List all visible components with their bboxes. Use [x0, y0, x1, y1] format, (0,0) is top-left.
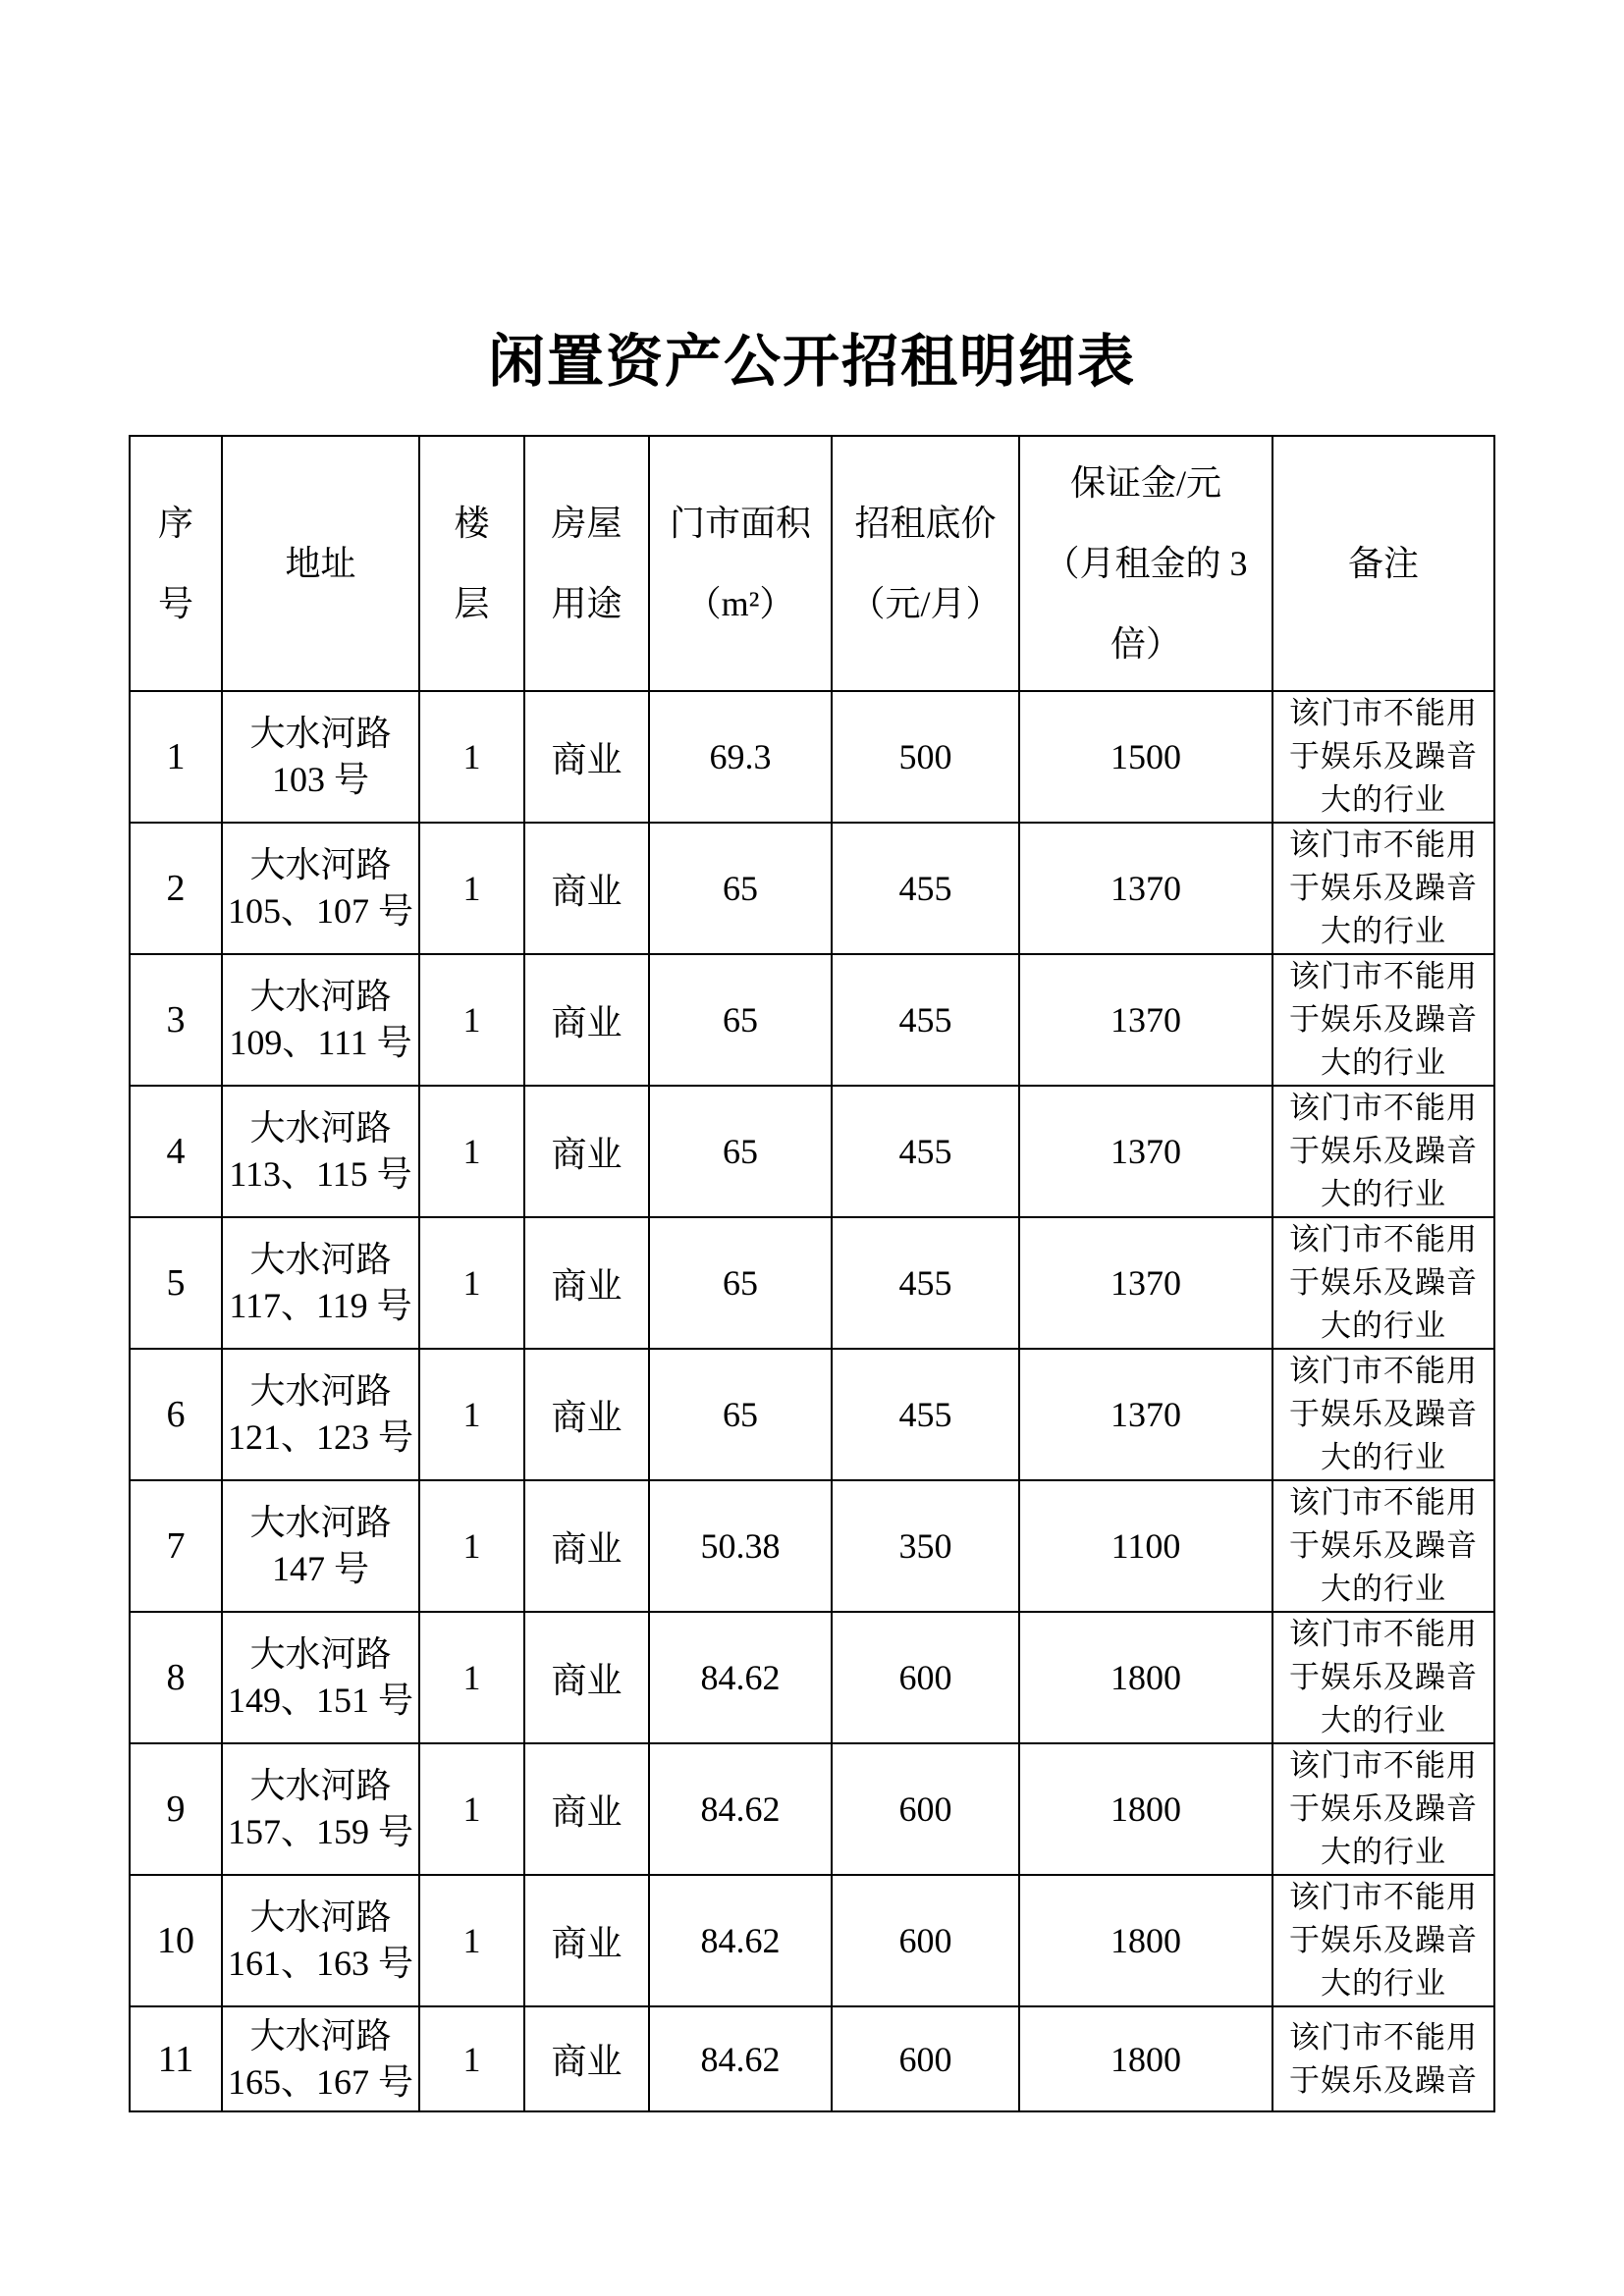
cell-deposit: [1019, 1217, 1272, 1349]
cell-line: 大的行业: [1321, 1045, 1446, 1080]
cell-line: 10: [157, 1920, 194, 1961]
cell-line: 1500: [1110, 737, 1181, 776]
cell-floor: [419, 1349, 524, 1480]
cell-line: 商业: [551, 2042, 623, 2081]
cell-line: 9: [166, 1789, 186, 1830]
header-address: [222, 436, 419, 691]
cell-house-use: [524, 954, 649, 1086]
header-line: 地址: [285, 544, 356, 583]
cell-line: 455: [898, 1395, 952, 1434]
cell-line: 大的行业: [1321, 782, 1446, 817]
cell-line: 350: [898, 1526, 952, 1566]
cell-line: 103 号: [271, 760, 369, 799]
cell-line: 商业: [551, 1397, 623, 1437]
cell-line: 4: [166, 1131, 186, 1172]
cell-base-price: [832, 1612, 1019, 1743]
cell-floor: [419, 823, 524, 954]
cell-line: 于娱乐及躁音: [1289, 1791, 1478, 1826]
cell-base-price: [832, 1480, 1019, 1612]
cell-line: 于娱乐及躁音: [1289, 739, 1478, 774]
cell-serial-no: [130, 1480, 222, 1612]
header-line: 房屋: [551, 504, 623, 543]
rent-detail-table: [129, 435, 1495, 2112]
cell-floor: [419, 1743, 524, 1875]
header-shop-area: [649, 436, 832, 691]
cell-shop-area: [649, 1743, 832, 1875]
cell-floor: [419, 1480, 524, 1612]
header-row: [130, 436, 1494, 691]
cell-address: [222, 1480, 419, 1612]
cell-deposit: [1019, 1612, 1272, 1743]
header-line: 楼: [454, 504, 490, 543]
cell-shop-area: [649, 1349, 832, 1480]
cell-line: 105、107 号: [227, 891, 413, 931]
cell-line: 65: [723, 1132, 758, 1171]
cell-line: 该门市不能用: [1289, 1617, 1478, 1651]
cell-line: 1: [462, 1658, 481, 1697]
cell-base-price: [832, 1086, 1019, 1217]
cell-line: 600: [898, 1789, 952, 1829]
cell-line: 于娱乐及躁音: [1289, 1134, 1478, 1168]
header-line: （m²）: [685, 584, 795, 623]
cell-line: 50.38: [700, 1526, 781, 1566]
cell-line: 于娱乐及躁音: [1289, 2062, 1478, 2098]
cell-line: 5: [166, 1262, 186, 1304]
cell-shop-area: [649, 823, 832, 954]
cell-line: 于娱乐及躁音: [1289, 1528, 1478, 1563]
cell-remark: [1272, 1612, 1494, 1743]
cell-address: [222, 1086, 419, 1217]
cell-floor: [419, 2006, 524, 2111]
table-row: [130, 1875, 1494, 2006]
header-line: 倍）: [1110, 624, 1181, 664]
cell-deposit: [1019, 1480, 1272, 1612]
cell-address: [222, 1349, 419, 1480]
cell-line: 大的行业: [1321, 1835, 1446, 1869]
cell-line: 大水河路: [249, 1108, 392, 1148]
cell-line: 于娱乐及躁音: [1289, 1923, 1478, 1957]
cell-line: 大水河路: [249, 977, 392, 1016]
cell-line: 大水河路: [249, 1503, 392, 1542]
cell-address: [222, 1217, 419, 1349]
cell-line: 大的行业: [1321, 1308, 1446, 1343]
cell-house-use: [524, 1612, 649, 1743]
cell-line: 大水河路: [249, 2015, 392, 2056]
cell-line: 1800: [1110, 1921, 1181, 1960]
cell-line: 大水河路: [249, 1371, 392, 1411]
cell-house-use: [524, 2006, 649, 2111]
cell-line: 商业: [551, 871, 623, 911]
cell-address: [222, 1743, 419, 1875]
cell-line: 1: [462, 2039, 481, 2079]
cell-base-price: [832, 823, 1019, 954]
cell-serial-no: [130, 954, 222, 1086]
cell-address: [222, 823, 419, 954]
header-line: 门市面积: [669, 504, 811, 543]
cell-shop-area: [649, 1480, 832, 1612]
table-row: [130, 1217, 1494, 1349]
cell-serial-no: [130, 1743, 222, 1875]
cell-line: 于娱乐及躁音: [1289, 1397, 1478, 1431]
cell-serial-no: [130, 1086, 222, 1217]
cell-remark: [1272, 954, 1494, 1086]
table-row: [130, 1349, 1494, 1480]
cell-line: 商业: [551, 1002, 623, 1042]
cell-remark: [1272, 1217, 1494, 1349]
cell-line: 于娱乐及躁音: [1289, 1002, 1478, 1037]
cell-line: 该门市不能用: [1289, 1091, 1478, 1125]
cell-floor: [419, 954, 524, 1086]
cell-line: 500: [898, 737, 952, 776]
cell-line: 于娱乐及躁音: [1289, 871, 1478, 905]
cell-base-price: [832, 954, 1019, 1086]
header-house-use: [524, 436, 649, 691]
cell-line: 商业: [551, 1134, 623, 1174]
cell-floor: [419, 1875, 524, 2006]
cell-line: 7: [166, 1525, 186, 1567]
table-row: [130, 2006, 1494, 2111]
cell-base-price: [832, 1743, 1019, 1875]
cell-line: 该门市不能用: [1289, 828, 1478, 862]
cell-shop-area: [649, 2006, 832, 2111]
cell-line: 大水河路: [249, 1766, 392, 1805]
cell-line: 1370: [1110, 1000, 1181, 1040]
cell-shop-area: [649, 691, 832, 823]
cell-line: 113、115 号: [229, 1154, 412, 1194]
cell-house-use: [524, 691, 649, 823]
cell-remark: [1272, 1349, 1494, 1480]
header-line: 层: [454, 584, 490, 623]
cell-line: 大的行业: [1321, 1572, 1446, 1606]
cell-shop-area: [649, 1086, 832, 1217]
cell-deposit: [1019, 2006, 1272, 2111]
cell-line: 84.62: [700, 1789, 781, 1829]
cell-line: 1370: [1110, 1395, 1181, 1434]
cell-line: 1370: [1110, 1263, 1181, 1303]
cell-line: 商业: [551, 1791, 623, 1832]
cell-line: 65: [723, 869, 758, 908]
cell-line: 1800: [1110, 1658, 1181, 1697]
cell-deposit: [1019, 1349, 1272, 1480]
cell-address: [222, 2006, 419, 2111]
cell-line: 1100: [1110, 1526, 1181, 1566]
cell-line: 8: [166, 1657, 186, 1698]
cell-line: 121、123 号: [227, 1417, 413, 1457]
cell-house-use: [524, 823, 649, 954]
table-row: [130, 1743, 1494, 1875]
cell-line: 1370: [1110, 869, 1181, 908]
cell-house-use: [524, 1743, 649, 1875]
header-base-price: [832, 436, 1019, 691]
page-title: 闲置资产公开招租明细表: [487, 330, 1136, 394]
cell-line: 该门市不能用: [1289, 1748, 1478, 1783]
cell-line: 1: [166, 736, 186, 777]
cell-line: 1: [462, 1132, 481, 1171]
cell-line: 该门市不能用: [1289, 1354, 1478, 1388]
cell-serial-no: [130, 1875, 222, 2006]
cell-line: 455: [898, 1000, 952, 1040]
cell-house-use: [524, 1349, 649, 1480]
cell-house-use: [524, 1217, 649, 1349]
cell-line: 1: [462, 1526, 481, 1566]
cell-floor: [419, 691, 524, 823]
cell-deposit: [1019, 1875, 1272, 2006]
cell-deposit: [1019, 954, 1272, 1086]
cell-remark: [1272, 1480, 1494, 1612]
cell-address: [222, 954, 419, 1086]
table-row: [130, 1086, 1494, 1217]
cell-line: 65: [723, 1000, 758, 1040]
cell-line: 1: [462, 737, 481, 776]
header-serial-no: [130, 436, 222, 691]
cell-serial-no: [130, 823, 222, 954]
cell-line: 2: [166, 868, 186, 909]
cell-line: 600: [898, 2039, 952, 2079]
cell-line: 于娱乐及躁音: [1289, 1660, 1478, 1694]
cell-line: 商业: [551, 739, 623, 779]
cell-line: 该门市不能用: [1289, 696, 1478, 730]
cell-line: 商业: [551, 1660, 623, 1700]
cell-line: 455: [898, 1263, 952, 1303]
cell-serial-no: [130, 691, 222, 823]
cell-deposit: [1019, 1743, 1272, 1875]
cell-line: 84.62: [700, 1921, 781, 1960]
cell-base-price: [832, 2006, 1019, 2111]
header-remark: [1272, 436, 1494, 691]
cell-line: 600: [898, 1921, 952, 1960]
cell-floor: [419, 1086, 524, 1217]
cell-line: 该门市不能用: [1289, 2019, 1478, 2055]
cell-line: 1: [462, 1789, 481, 1829]
cell-line: 65: [723, 1263, 758, 1303]
cell-line: 157、159 号: [227, 1812, 413, 1851]
cell-line: 大水河路: [249, 1634, 392, 1674]
header-line: 号: [157, 584, 193, 623]
cell-line: 大的行业: [1321, 1440, 1446, 1474]
table-row: [130, 823, 1494, 954]
cell-deposit: [1019, 1086, 1272, 1217]
cell-house-use: [524, 1875, 649, 2006]
cell-line: 该门市不能用: [1289, 959, 1478, 993]
cell-shop-area: [649, 1612, 832, 1743]
cell-line: 455: [898, 1132, 952, 1171]
cell-line: 11: [157, 2038, 194, 2080]
cell-line: 1800: [1110, 1789, 1181, 1829]
cell-address: [222, 691, 419, 823]
cell-base-price: [832, 1217, 1019, 1349]
cell-line: 3: [166, 999, 186, 1041]
cell-line: 商业: [551, 1528, 623, 1569]
cell-shop-area: [649, 954, 832, 1086]
header-line: 招租底价: [854, 504, 997, 543]
cell-line: 1800: [1110, 2039, 1181, 2079]
header-line: 用途: [551, 584, 623, 623]
table-header: [130, 436, 1494, 691]
cell-line: 1: [462, 1263, 481, 1303]
header-floor: [419, 436, 524, 691]
cell-base-price: [832, 1875, 1019, 2006]
cell-base-price: [832, 1349, 1019, 1480]
cell-house-use: [524, 1480, 649, 1612]
cell-line: 大的行业: [1321, 914, 1446, 948]
cell-line: 84.62: [700, 2039, 781, 2079]
cell-line: 600: [898, 1658, 952, 1697]
cell-shop-area: [649, 1217, 832, 1349]
cell-line: 147 号: [271, 1549, 369, 1588]
cell-line: 该门市不能用: [1289, 1880, 1478, 1914]
cell-remark: [1272, 1875, 1494, 2006]
cell-serial-no: [130, 1217, 222, 1349]
cell-line: 大水河路: [249, 845, 392, 884]
cell-line: 65: [723, 1395, 758, 1434]
cell-deposit: [1019, 691, 1272, 823]
cell-line: 69.3: [709, 737, 772, 776]
cell-serial-no: [130, 1349, 222, 1480]
cell-line: 于娱乐及躁音: [1289, 1265, 1478, 1300]
cell-remark: [1272, 823, 1494, 954]
cell-line: 该门市不能用: [1289, 1222, 1478, 1256]
cell-line: 84.62: [700, 1658, 781, 1697]
cell-line: 该门市不能用: [1289, 1485, 1478, 1520]
cell-line: 商业: [551, 1923, 623, 1963]
cell-line: 大的行业: [1321, 1966, 1446, 2001]
cell-remark: [1272, 691, 1494, 823]
cell-line: 大水河路: [249, 1897, 392, 1937]
cell-shop-area: [649, 1875, 832, 2006]
cell-line: 6: [166, 1394, 186, 1435]
cell-serial-no: [130, 2006, 222, 2111]
cell-remark: [1272, 1743, 1494, 1875]
table-body: [130, 691, 1494, 2111]
cell-address: [222, 1612, 419, 1743]
cell-line: 商业: [551, 1265, 623, 1306]
cell-line: 大的行业: [1321, 1703, 1446, 1737]
cell-line: 1: [462, 1000, 481, 1040]
header-line: 备注: [1347, 544, 1419, 583]
cell-line: 1: [462, 869, 481, 908]
cell-floor: [419, 1217, 524, 1349]
cell-line: 455: [898, 869, 952, 908]
cell-address: [222, 1875, 419, 2006]
cell-serial-no: [130, 1612, 222, 1743]
table-row: [130, 1612, 1494, 1743]
cell-line: 165、167 号: [227, 2061, 413, 2102]
cell-line: 大水河路: [249, 714, 392, 753]
cell-line: 大水河路: [249, 1240, 392, 1279]
cell-remark: [1272, 2006, 1494, 2111]
cell-line: 149、151 号: [227, 1681, 413, 1720]
cell-house-use: [524, 1086, 649, 1217]
cell-floor: [419, 1612, 524, 1743]
table-row: [130, 954, 1494, 1086]
header-line: （月租金的 3: [1044, 544, 1248, 583]
cell-line: 大的行业: [1321, 1177, 1446, 1211]
cell-base-price: [832, 691, 1019, 823]
cell-line: 109、111 号: [229, 1023, 412, 1062]
header-line: 保证金/元: [1069, 463, 1221, 503]
cell-line: 1370: [1110, 1132, 1181, 1171]
cell-line: 1: [462, 1921, 481, 1960]
table-row: [130, 691, 1494, 823]
cell-line: 161、163 号: [227, 1944, 413, 1983]
cell-line: 117、119 号: [229, 1286, 412, 1325]
table-row: [130, 1480, 1494, 1612]
header-line: （元/月）: [849, 584, 1001, 623]
header-deposit: [1019, 436, 1272, 691]
cell-deposit: [1019, 823, 1272, 954]
cell-remark: [1272, 1086, 1494, 1217]
cell-line: 1: [462, 1395, 481, 1434]
header-line: 序: [157, 504, 193, 543]
